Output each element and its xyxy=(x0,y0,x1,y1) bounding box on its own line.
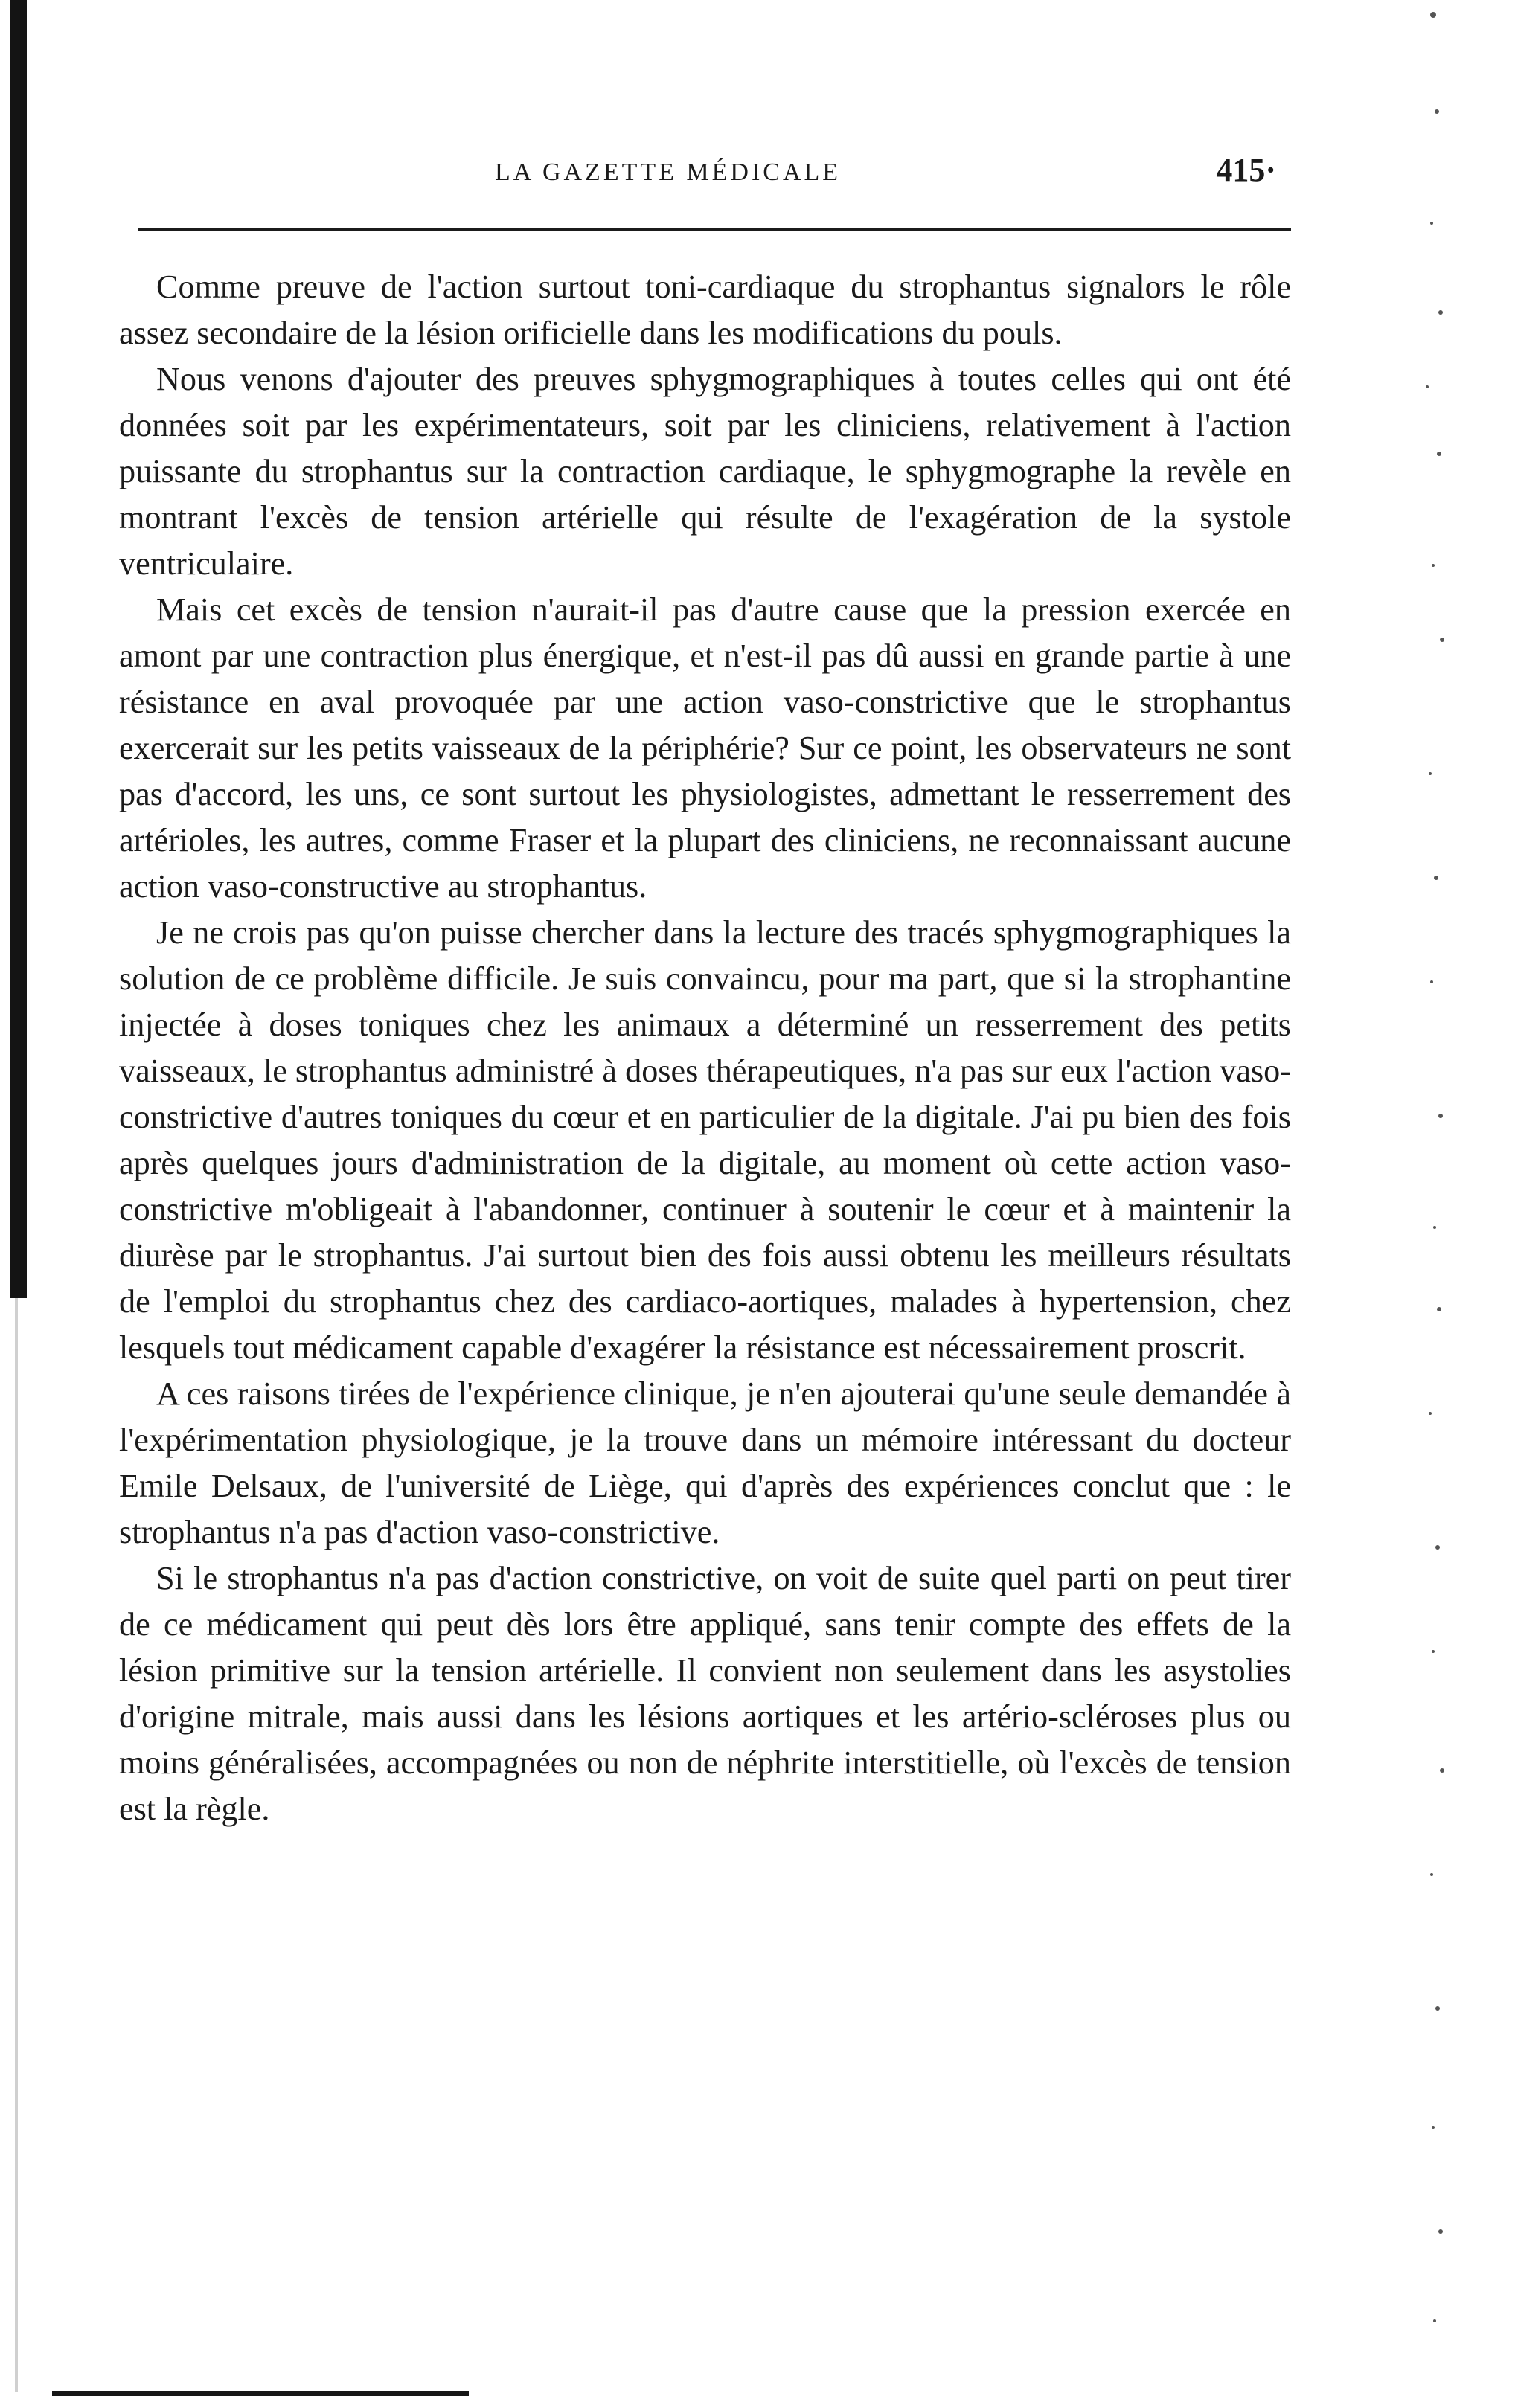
page-number: 415· xyxy=(1216,152,1276,188)
paragraph: Mais cet excès de tension n'aurait-il pas d'autre cause que la pression exercée en amont par une contraction plus énergique, et n'est-il pas dû aussi en grande partie à une résistance en aval provoquée par une action vaso-constrictive que le strophantus exercerait sur les petits vaisseaux de la périphérie? Sur ce point, les observateurs ne sont pas d'accord, les uns, ce sont surtout les physiologistes, admettant le resserrement des artérioles, les autres, comme Fraser et la plupart des cliniciens, ne reconnaissant aucune action vaso-constructive au strophantus. xyxy=(119,591,1291,905)
paragraph: Nous venons d'ajouter des preuves sphygmographiques à toutes celles qui ont été données soit par les expérimentateurs, soit par les cliniciens, relativement à l'action puissante du strophantus sur la contraction cardiaque, le sphygmographe la revèle en montrant l'excès de tension artérielle qui résulte de l'exagération de la systole ventriculaire. xyxy=(119,361,1291,582)
scan-bottom-edge xyxy=(52,2391,469,2396)
scan-binding-shadow xyxy=(15,1298,18,2392)
header-rule xyxy=(138,228,1291,231)
scan-margin-specks xyxy=(1411,0,1515,2408)
paragraph: A ces raisons tirées de l'expérience clinique, je n'en ajouterai qu'une seule demandée à l'expérimentation physiologique, je la trouve dans un mémoire intéressant du docteur Emile Delsaux, de l'université de Liège, qui d'après des expériences conclut que : le strophantus n'a pas d'action vaso-constrictive. xyxy=(119,1375,1291,1550)
running-head: LA GAZETTE MÉDICALE xyxy=(495,158,842,186)
paragraph: Je ne crois pas qu'on puisse chercher dans la lecture des tracés sphygmographiques la solution de ce problème difficile. Je suis convaincu, pour ma part, que si la strophantine injectée à doses toniques chez les animaux a déterminé un resserrement des petits vaisseaux, le strophantus administré à doses thérapeutiques, n'a pas sur eux l'action vaso-constrictive d'autres toniques du cœur et en particulier de la digitale. J'ai pu bien des fois après quelques jours d'administration de la digitale, au moment où cette action vaso-constrictive m'obligeait à l'abandonner, continuer à soutenir le cœur et à maintenir la diurèse par le strophantus. J'ai surtout bien des fois aussi obtenu les meilleurs résultats de l'emploi du strophantus chez des cardiaco-aortiques, malades à hypertension, chez lesquels tout médicament capable d'exagérer la résistance est nécessairement proscrit. xyxy=(119,914,1291,1366)
page-header xyxy=(119,145,1276,197)
scan-binding-edge xyxy=(10,0,27,1298)
paragraph: Comme preuve de l'action surtout toni-cardiaque du strophantus signalors le rôle assez secondaire de la lésion orificielle dans les modifications du pouls. xyxy=(119,269,1291,351)
paragraph: Si le strophantus n'a pas d'action constrictive, on voit de suite quel parti on peut tirer de ce médicament qui peut dès lors être appliqué, sans tenir compte des effets de la lésion primitive sur la tension artérielle. Il convient non seulement dans les asystolies d'origine mitrale, mais aussi dans les lésions aortiques et les artério-scléroses plus ou moins généralisées, accompagnées ou non de néphrite interstitielle, où l'excès de tension est la règle. xyxy=(119,1560,1291,1827)
article-body xyxy=(119,264,1291,1832)
